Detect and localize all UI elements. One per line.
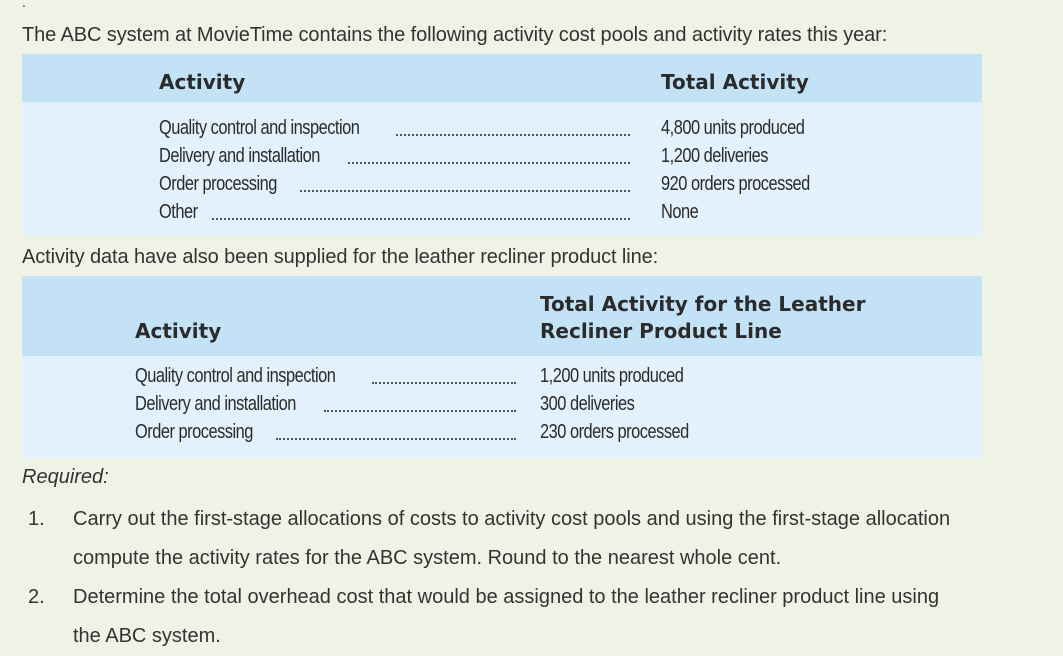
recliner-table-header — [22, 276, 982, 356]
row-total-value: None — [661, 201, 699, 223]
header-total-activity-line2: Recliner Product Line — [540, 319, 782, 343]
row-activity-label: Order processing — [159, 173, 277, 195]
bridge-paragraph: Activity data have also been supplied for the leather recliner product line: — [22, 246, 659, 268]
requirement-line: the ABC system. — [73, 625, 221, 647]
dotted-leader — [300, 190, 630, 192]
row-activity-label: Quality control and inspection — [135, 365, 336, 387]
requirement-number: 2. — [28, 586, 45, 608]
row-activity-label: Delivery and installation — [135, 393, 296, 415]
header-activity: Activity — [135, 319, 222, 343]
dotted-leader — [212, 218, 630, 220]
requirement-line: Determine the total overhead cost that would be assigned to the leather recliner product line using — [73, 586, 940, 608]
required-heading: Required: — [22, 466, 109, 488]
row-total-value: 920 orders processed — [661, 173, 810, 195]
dotted-leader — [324, 410, 516, 412]
dotted-leader — [396, 134, 630, 136]
requirement-item — [28, 500, 1063, 578]
stray-mark: . — [22, 0, 26, 10]
row-total-value: 1,200 units produced — [540, 365, 684, 387]
intro-paragraph: The ABC system at MovieTime contains the following activity cost pools and activity rates this year: — [22, 24, 888, 46]
row-total-value: 1,200 deliveries — [661, 145, 769, 167]
dotted-leader — [276, 438, 516, 440]
requirement-item — [28, 578, 1063, 656]
row-total-value: 4,800 units produced — [661, 117, 805, 139]
dotted-leader — [348, 162, 630, 164]
row-activity-label: Order processing — [135, 421, 253, 443]
requirement-number: 1. — [28, 508, 45, 530]
activity-table — [22, 54, 982, 236]
row-total-value: 230 orders processed — [540, 421, 689, 443]
row-total-value: 300 deliveries — [540, 393, 635, 415]
requirement-line: compute the activity rates for the ABC system. Round to the nearest whole cent. — [73, 547, 782, 569]
header-total-activity-line1: Total Activity for the Leather — [540, 292, 866, 316]
row-activity-label: Quality control and inspection — [159, 117, 360, 139]
activity-table-header — [22, 54, 982, 102]
requirements-list — [28, 500, 1063, 656]
requirement-line: Carry out the first-stage allocations of costs to activity cost pools and using the first-stage allocation — [73, 508, 951, 530]
row-activity-label: Delivery and installation — [159, 145, 320, 167]
header-total-activity: Total Activity — [661, 70, 809, 94]
row-activity-label: Other — [159, 201, 198, 223]
recliner-activity-table — [22, 276, 982, 458]
header-activity: Activity — [159, 70, 246, 94]
dotted-leader — [372, 382, 516, 384]
